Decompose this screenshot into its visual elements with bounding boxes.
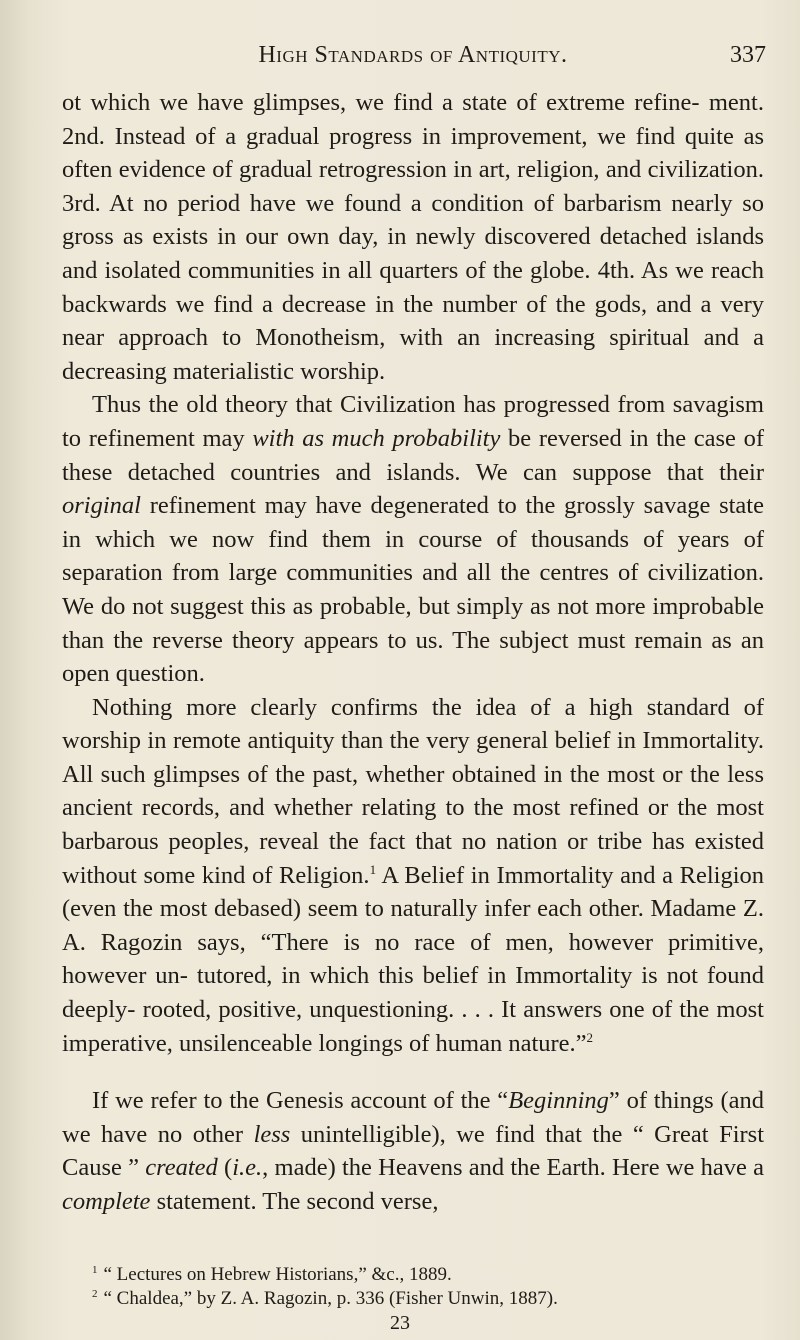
- paragraph-1: ot which we have glimpses, we find a state of extreme refine- ment. 2nd. Instead of a gradual progress in improvement, we find quite as often evidence of gradual retrogression in art, religion, and civilization. 3rd. At no period have we found a condition of barbarism nearly so gross as exists in our own day, in newly discovered detached islands and isolated communities in all quarters of the globe. 4th. As we reach backwards we find a decrease in the number of the gods, and a very near approach to Monotheism, with an increasing spiritual and a decreasing materialistic worship.: [62, 89, 764, 385]
- body-text: [62, 86, 764, 1219]
- emphasis-with-as-much-probability: with as much probability: [252, 424, 501, 452]
- emphasis-original: original: [62, 492, 141, 520]
- emphasis-created: created: [145, 1154, 218, 1182]
- paragraph-2: Thus the old theory that Civilization has progressed from savagism to refinement may with as much probability be reversed in the case of these detached countries and islands. We can suppose that their original refinement may have degenerated to the grossly savage state in which we now find them in course of thousands of years of separation from large communities and all the centres of civilization. We do not suggest this as probable, but simply as not more improbable than the reverse theory appears to us. The subject must remain as an open question.: [62, 391, 764, 688]
- paragraph-3: Nothing more clearly confirms the idea of a high standard of worship in remote antiquity than the very general belief in Immortality. All such glimpses of the past, whether obtained in the most or the less ancient records, and whether relating to the most refined or the most barbarous peoples, reveal the fact that no nation or tribe has existed without some kind of Religion.$^1$ A Belief in Immortality and a Religion (even the most debased) seem to naturally infer each other. Madame Z. A. Ragozin says, “There is no race of men, however primitive, however un- tutored, in which this belief in Immortality is not found deeply- rooted, positive, unquestioning. . . . It answers one of the most imperative, unsilenceable longings of human nature.”$^2$: [62, 693, 765, 1057]
- emphasis-beginning: Beginning: [508, 1087, 609, 1115]
- footnote-2: [62, 1287, 764, 1311]
- footnote-2-text: “ Chaldea,” by Z. A. Ragozin, p. 336 (Fisher Unwin, 1887).: [103, 1288, 558, 1309]
- footnote-1-mark: 1: [92, 1264, 98, 1276]
- footnote-ref-2: 2: [586, 1029, 594, 1045]
- paragraph-4: If we refer to the Genesis account of the “Beginning” of things (and we have no other less unintelligible), we find that the “ Great First Cause ” created (i.e., made) the Heavens and the Earth. Here we have a complete statement. The second verse,: [62, 1087, 764, 1215]
- page-header: [60, 38, 766, 72]
- running-head: [60, 42, 766, 69]
- running-head-text: High Standards of Antiquity.: [258, 42, 568, 68]
- page-number: 337: [730, 42, 766, 68]
- emphasis-less: less: [253, 1120, 291, 1148]
- footnote-1-text: “ Lectures on Hebrew Historians,” &c., 1889.: [103, 1264, 452, 1285]
- footnote-1: [62, 1263, 764, 1287]
- emphasis-complete: complete: [62, 1188, 151, 1215]
- emphasis-ie: i.e.: [232, 1154, 263, 1182]
- signature-mark: 23: [390, 1312, 410, 1334]
- footnote-ref-1: 1: [369, 861, 377, 877]
- footnotes: [62, 1263, 764, 1311]
- footnote-2-mark: 2: [92, 1288, 98, 1300]
